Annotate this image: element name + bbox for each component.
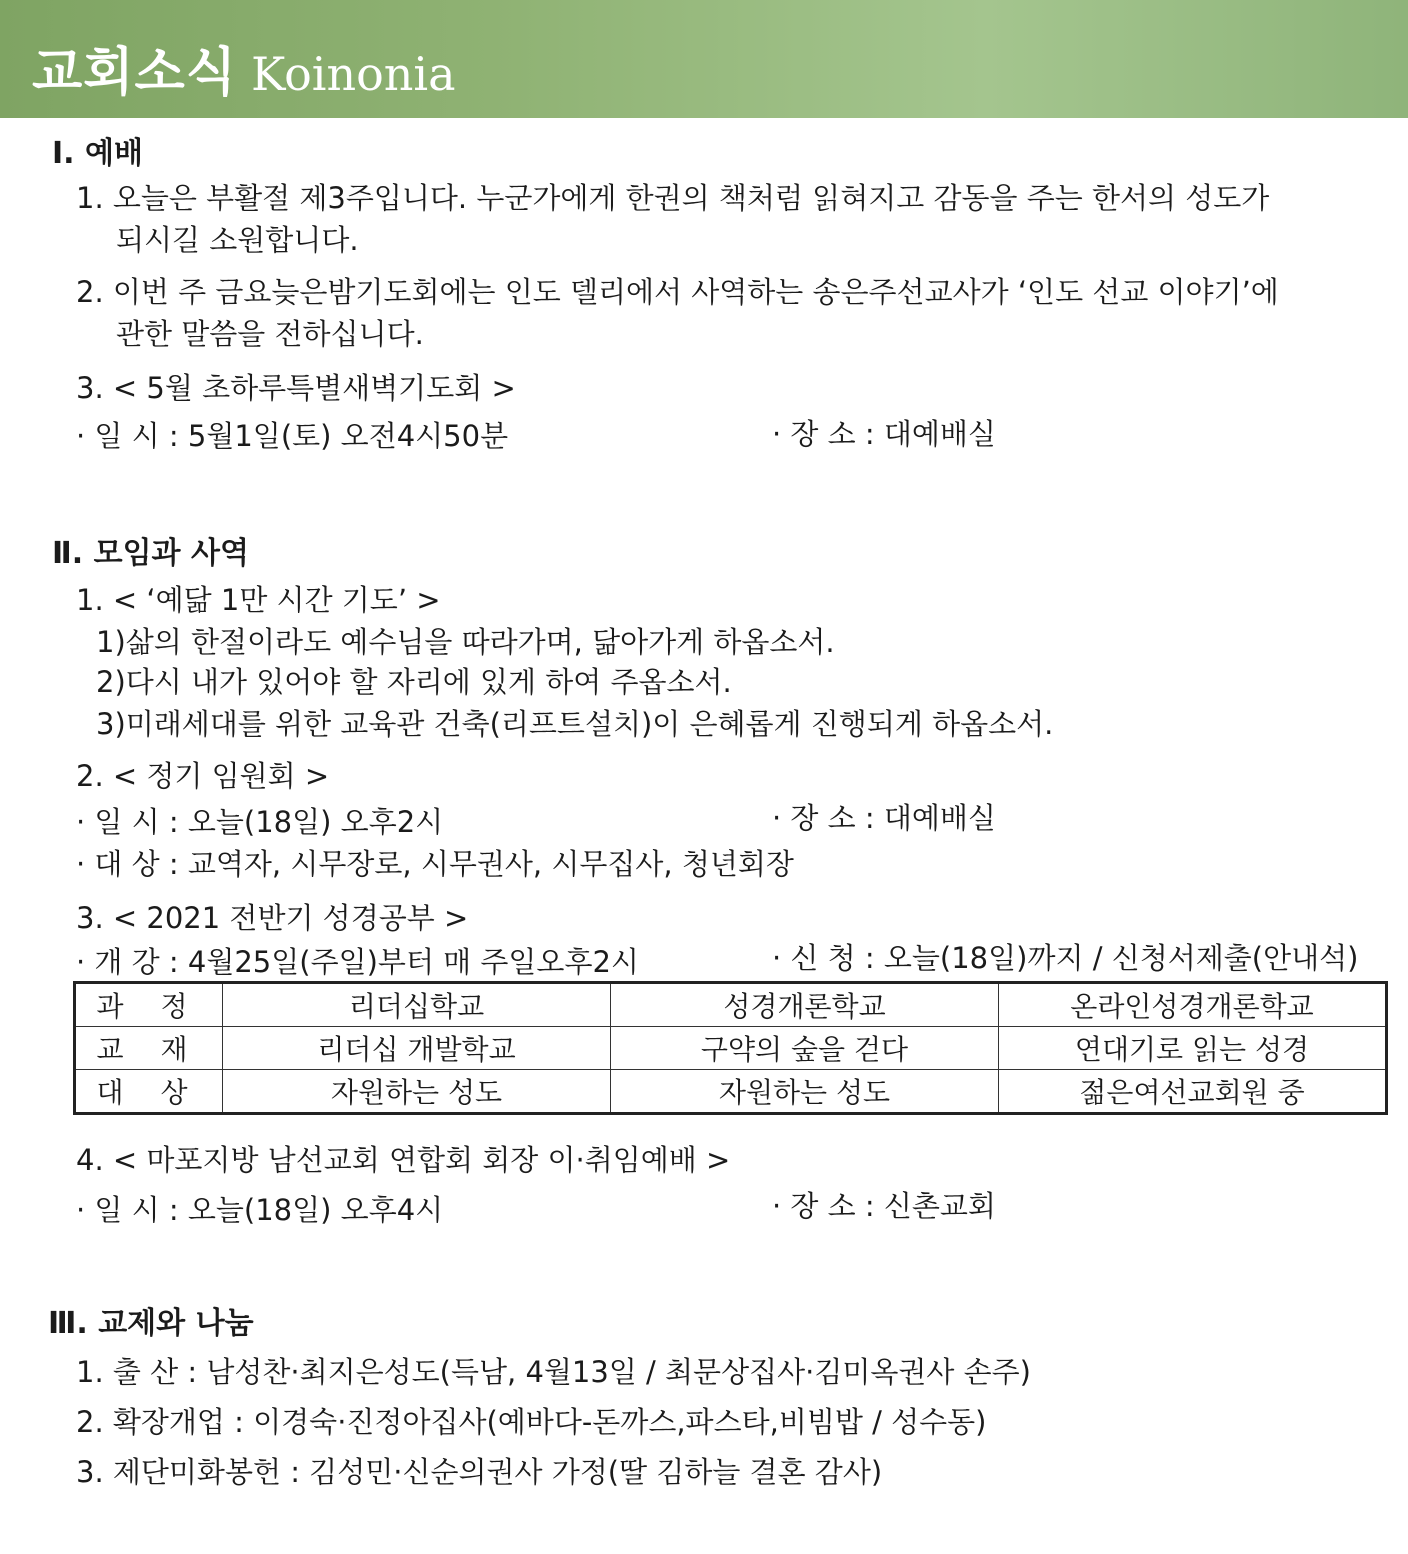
course-table (73, 981, 1388, 1115)
table-cell: 연대기로 읽는 성경 (999, 1027, 1387, 1070)
s2-item4-time: · 일 시 : 오늘(18일) 오후4시 (76, 1193, 444, 1227)
s2-item3-title: 3. < 2021 전반기 성경공부 > (76, 901, 469, 935)
table-cell: 리더십학교 (223, 983, 611, 1027)
table-row (75, 1070, 1387, 1114)
header-banner (0, 0, 1408, 118)
s2-item2-target: · 대 상 : 교역자, 시무장로, 시무권사, 시무집사, 청년회장 (76, 847, 794, 881)
s3-item1: 1. 출 산 : 남성찬·최지은성도(득남, 4월13일 / 최문상집사·김미옥권사 손주) (76, 1355, 1031, 1389)
s1-item2-line1: 2. 이번 주 금요늦은밤기도회에는 인도 델리에서 사역하는 송은주선교사가 ‘인도 선교 이야기’에 (76, 275, 1279, 309)
section-3-heading: Ⅲ. 교제와 나눔 (48, 1306, 254, 1341)
section-2-heading: Ⅱ. 모임과 사역 (52, 536, 249, 571)
table-row-label: 교 재 (75, 1027, 223, 1070)
s3-item3: 3. 제단미화봉헌 : 김성민·신순의권사 가정(딸 김하늘 결혼 감사) (76, 1455, 883, 1489)
s2-item1-point2: 2)다시 내가 있어야 할 자리에 있게 하여 주옵소서. (96, 665, 732, 699)
s3-item2: 2. 확장개업 : 이경숙·진정아집사(예바다-돈까스,파스타,비빔밥 / 성수동) (76, 1405, 987, 1439)
table-cell: 젊은여선교회원 중 (999, 1070, 1387, 1114)
page-title (32, 30, 456, 105)
s2-item3-open: · 개 강 : 4월25일(주일)부터 매 주일오후2시 (76, 945, 639, 979)
table-row-label: 과 정 (75, 983, 223, 1027)
table-cell: 자원하는 성도 (611, 1070, 999, 1114)
title-korean: 교회소식 (32, 43, 237, 103)
s2-item3-apply: · 신 청 : 오늘(18일)까지 / 신청서제출(안내석) (772, 941, 1359, 975)
table-row-label: 대 상 (75, 1070, 223, 1114)
table-cell: 구약의 숲을 걷다 (611, 1027, 999, 1070)
s1-item3-place: · 장 소 : 대예배실 (772, 417, 996, 451)
table-row (75, 983, 1387, 1027)
table-row (75, 1027, 1387, 1070)
s2-item4-place: · 장 소 : 신촌교회 (772, 1189, 996, 1223)
s2-item1-point1: 1)삶의 한절이라도 예수님을 따라가며, 닮아가게 하옵소서. (96, 625, 835, 659)
section-1-heading: Ⅰ. 예배 (52, 136, 143, 171)
s2-item1-point3: 3)미래세대를 위한 교육관 건축(리프트설치)이 은혜롭게 진행되게 하옵소서. (96, 707, 1054, 741)
table-cell: 성경개론학교 (611, 983, 999, 1027)
s2-item2-time: · 일 시 : 오늘(18일) 오후2시 (76, 805, 444, 839)
table-cell: 온라인성경개론학교 (999, 983, 1387, 1027)
s1-item2-line2: 관한 말씀을 전하십니다. (116, 317, 424, 351)
s2-item2-title: 2. < 정기 임원회 > (76, 759, 330, 793)
table-cell: 리더십 개발학교 (223, 1027, 611, 1070)
s2-item2-place: · 장 소 : 대예배실 (772, 801, 996, 835)
s1-item1-line2: 되시길 소원합니다. (116, 223, 359, 257)
s1-item3-title: 3. < 5월 초하루특별새벽기도회 > (76, 371, 516, 405)
title-subtitle: Koinonia (250, 47, 456, 101)
s1-item1-line1: 1. 오늘은 부활절 제3주입니다. 누군가에게 한권의 책처럼 읽혀지고 감동을 주는 한서의 성도가 (76, 181, 1270, 215)
s2-item1-title: 1. < ‘예닮 1만 시간 기도’ > (76, 583, 441, 617)
s2-item4-title: 4. < 마포지방 남선교회 연합회 회장 이·취임예배 > (76, 1143, 731, 1177)
s1-item3-time: · 일 시 : 5월1일(토) 오전4시50분 (76, 419, 509, 453)
table-cell: 자원하는 성도 (223, 1070, 611, 1114)
